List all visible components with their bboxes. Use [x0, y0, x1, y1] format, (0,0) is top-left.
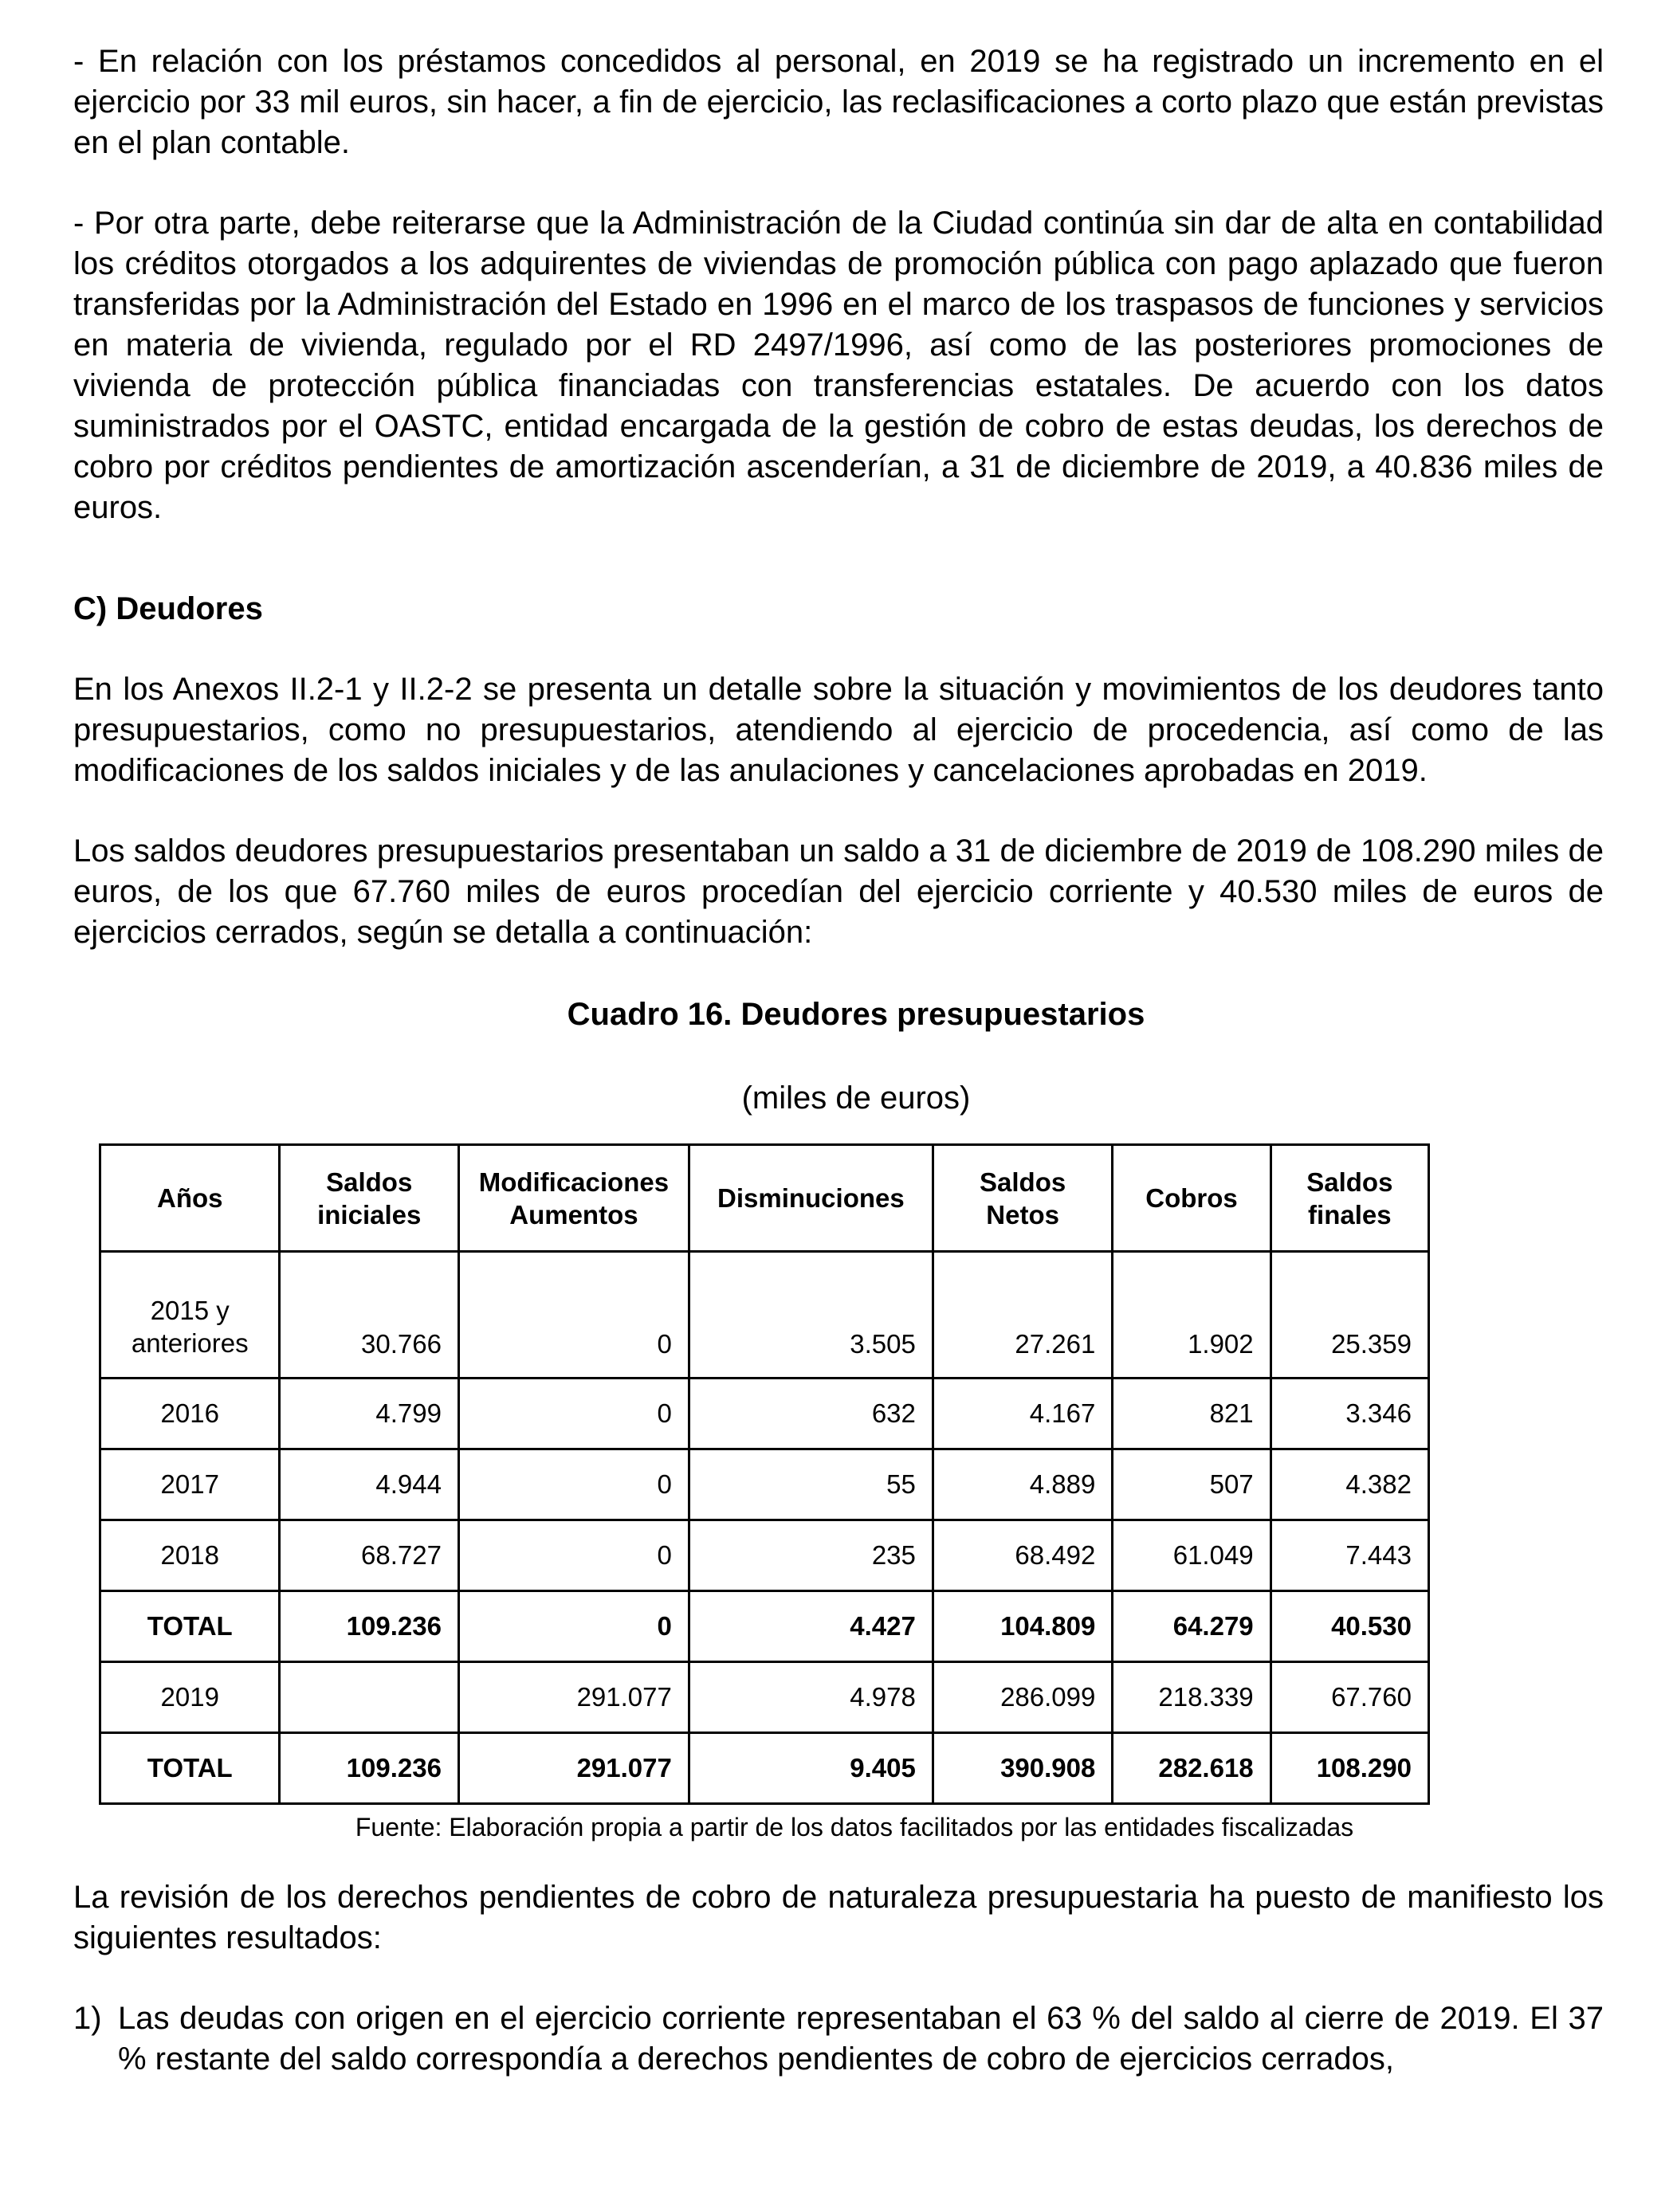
cell-modificaciones: 0 [458, 1252, 689, 1379]
cell-saldos-iniciales: 68.727 [280, 1520, 458, 1591]
cell-saldos-netos: 4.167 [933, 1379, 1112, 1449]
cell-saldos-iniciales: 4.944 [280, 1449, 458, 1520]
table-units: (miles de euros) [741, 1081, 971, 1116]
cell-year: 2016 [100, 1379, 280, 1449]
table-row [100, 1662, 1429, 1733]
cell-saldos-iniciales: 4.799 [280, 1379, 458, 1449]
cell-saldos-iniciales: 30.766 [280, 1252, 458, 1379]
cell-disminuciones: 632 [689, 1379, 933, 1449]
cell-cobros: 218.339 [1113, 1662, 1271, 1733]
list-item [73, 1998, 1604, 2080]
paragraph-anexos: En los Anexos II.2-1 y II.2-2 se presenta un detalle sobre la situación y movimientos de los deudores tanto presupuestarios, como no presupuestarios, atendiendo al ejercicio de procedencia, así como de las modificaciones de los saldos iniciales y de las anulaciones y cancelaciones aprobadas en 2019. [73, 672, 1604, 788]
header-saldos-netos: Saldos Netos [933, 1145, 1112, 1252]
cell-disminuciones: 55 [689, 1449, 933, 1520]
list-item-text: Las deudas con origen en el ejercicio corriente representaban el 63 % del saldo al cierre de 2019. El 37 % restante del saldo correspondía a derechos pendientes de cobro de ejercicios cerrados, [118, 2001, 1604, 2077]
cell-disminuciones: 9.405 [689, 1733, 933, 1804]
cell-cobros: 821 [1113, 1379, 1271, 1449]
cell-cobros: 61.049 [1113, 1520, 1271, 1591]
cell-cobros: 507 [1113, 1449, 1271, 1520]
cell-saldos-finales: 3.346 [1271, 1379, 1428, 1449]
table-row [100, 1520, 1429, 1591]
cell-cobros: 1.902 [1113, 1252, 1271, 1379]
cell-saldos-finales: 4.382 [1271, 1449, 1428, 1520]
cell-modificaciones: 0 [458, 1449, 689, 1520]
cell-cobros: 282.618 [1113, 1733, 1271, 1804]
cell-saldos-netos: 68.492 [933, 1520, 1112, 1591]
cell-saldos-iniciales: 109.236 [280, 1591, 458, 1662]
table-row [100, 1379, 1429, 1449]
header-anios: Años [100, 1145, 280, 1252]
paragraph-prestamos-personal: - En relación con los préstamos concedidos al personal, en 2019 se ha registrado un incremento en el ejercicio por 33 mil euros, sin hacer, a fin de ejercicio, las reclasificaciones a corto plazo que están previstas en el plan contable. [73, 44, 1604, 160]
table-header-row [100, 1145, 1429, 1252]
table-row-total [100, 1733, 1429, 1804]
cell-saldos-finales: 40.530 [1271, 1591, 1428, 1662]
table-row [100, 1252, 1429, 1379]
cell-year: 2017 [100, 1449, 280, 1520]
header-saldos-finales: Saldos finales [1271, 1145, 1428, 1252]
cell-saldos-finales: 25.359 [1271, 1252, 1428, 1379]
cell-saldos-netos: 104.809 [933, 1591, 1112, 1662]
cell-disminuciones: 235 [689, 1520, 933, 1591]
cell-year: 2018 [100, 1520, 280, 1591]
cell-saldos-finales: 7.443 [1271, 1520, 1428, 1591]
cell-modificaciones: 0 [458, 1379, 689, 1449]
cell-saldos-netos: 4.889 [933, 1449, 1112, 1520]
cell-disminuciones: 4.978 [689, 1662, 933, 1733]
cell-disminuciones: 3.505 [689, 1252, 933, 1379]
results-section [73, 1877, 1604, 2080]
header-cobros: Cobros [1113, 1145, 1271, 1252]
header-modificaciones: Modificaciones Aumentos [458, 1145, 689, 1252]
table-source: Fuente: Elaboración propia a partir de los datos facilitados por las entidades fiscalizadas [355, 1813, 1354, 1841]
cell-saldos-finales: 108.290 [1271, 1733, 1428, 1804]
cell-saldos-netos: 286.099 [933, 1662, 1112, 1733]
list-item-number: 1) [73, 2001, 102, 2036]
table-row [100, 1449, 1429, 1520]
cell-modificaciones: 291.077 [458, 1662, 689, 1733]
cell-modificaciones: 0 [458, 1591, 689, 1662]
cell-saldos-netos: 390.908 [933, 1733, 1112, 1804]
cell-saldos-iniciales: 109.236 [280, 1733, 458, 1804]
cell-modificaciones: 291.077 [458, 1733, 689, 1804]
cell-year: TOTAL [100, 1591, 280, 1662]
deudores-table [99, 1143, 1430, 1805]
paragraph-saldos-deudores: Los saldos deudores presupuestarios presentaban un saldo a 31 de diciembre de 2019 de 108.290 miles de euros, de los que 67.760 miles de euros procedían del ejercicio corriente y 40.530 miles de euros de ejercicios cerrados, según se detalla a continuación: [73, 833, 1604, 950]
cell-modificaciones: 0 [458, 1520, 689, 1591]
cell-disminuciones: 4.427 [689, 1591, 933, 1662]
cell-year: TOTAL [100, 1733, 280, 1804]
document-page [73, 41, 1604, 1119]
header-saldos-iniciales: Saldos iniciales [280, 1145, 458, 1252]
table-row-total [100, 1591, 1429, 1662]
cell-cobros: 64.279 [1113, 1591, 1271, 1662]
cell-saldos-finales: 67.760 [1271, 1662, 1428, 1733]
cell-year: 2015 y anteriores [100, 1252, 280, 1379]
paragraph-revision: La revisión de los derechos pendientes de cobro de naturaleza presupuestaria ha puesto de manifiesto los siguientes resultados: [73, 1880, 1604, 1955]
cell-year: 2019 [100, 1662, 280, 1733]
paragraph-creditos-viviendas: - Por otra parte, debe reiterarse que la Administración de la Ciudad continúa sin dar de alta en contabilidad los créditos otorgados a los adquirentes de viviendas de promoción pública con pago aplazado que fueron transferidas por la Administración del Estado en 1996 en el marco de los traspasos de funciones y servicios en materia de vivienda, regulado por el RD 2497/1996, así como de las posteriores promociones de vivienda de protección pública financiadas con transferencias estatales. De acuerdo con los datos suministrados por el OASTC, entidad encargada de la gestión de cobro de estas deudas, los derechos de cobro por créditos pendientes de amortización ascenderían, a 31 de diciembre de 2019, a 40.836 miles de euros. [73, 206, 1604, 525]
header-disminuciones: Disminuciones [689, 1145, 933, 1252]
table-caption: Cuadro 16. Deudores presupuestarios [567, 997, 1145, 1032]
section-title-deudores: C) Deudores [73, 591, 263, 626]
cell-saldos-iniciales [280, 1662, 458, 1733]
cell-saldos-netos: 27.261 [933, 1252, 1112, 1379]
